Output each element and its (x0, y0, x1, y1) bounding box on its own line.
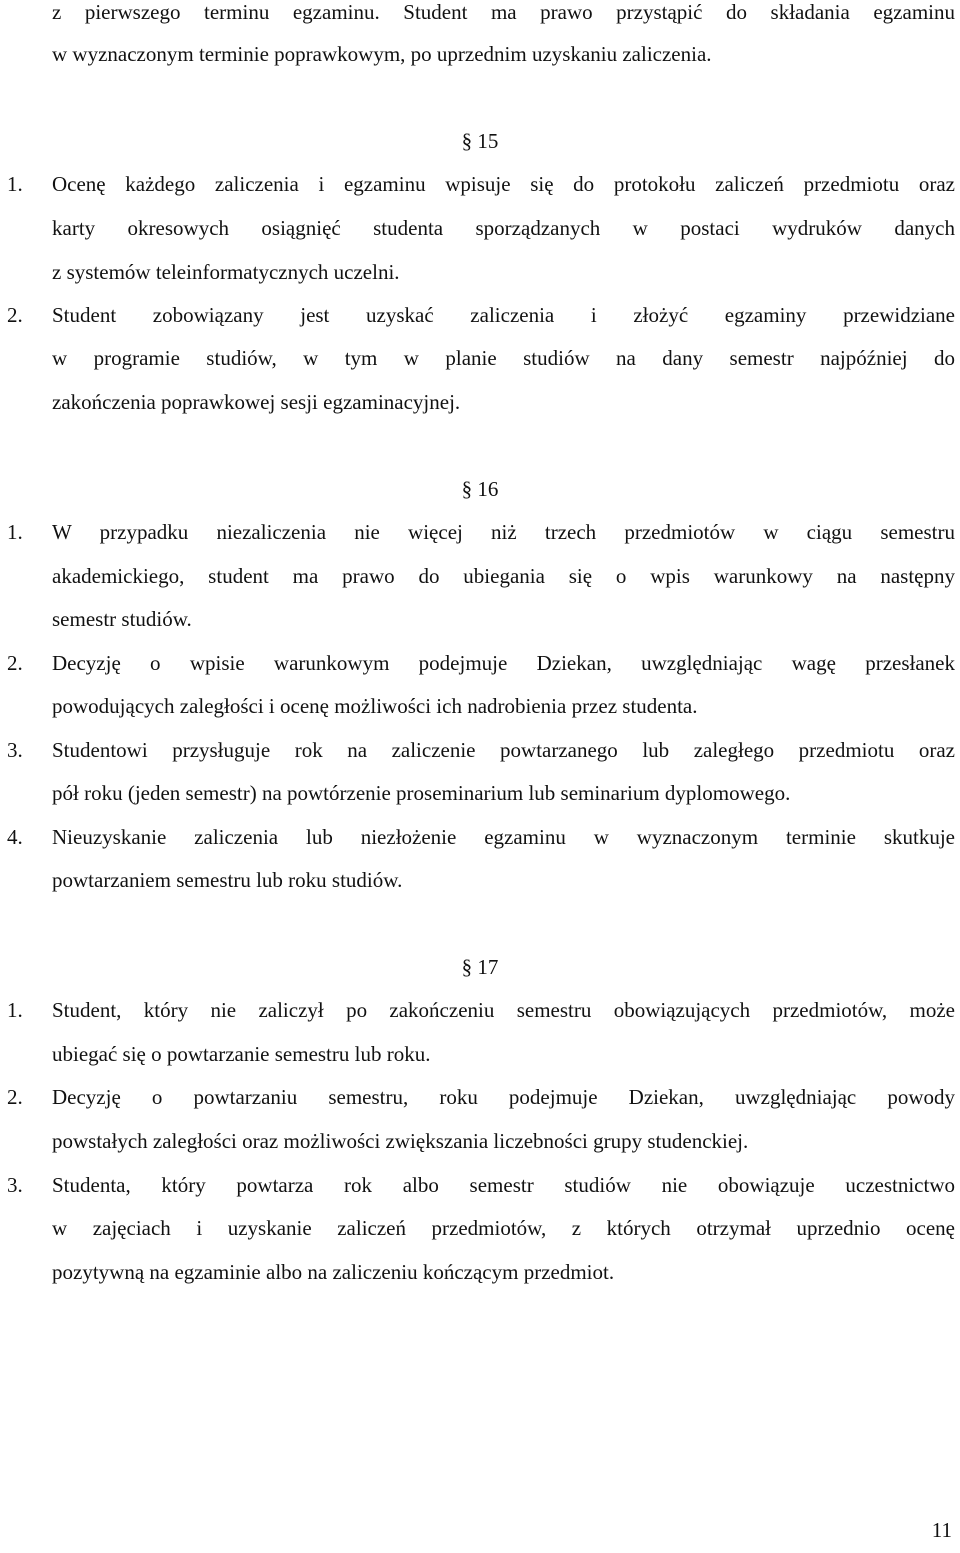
paragraph-line: w zajęciach i uzyskanie zaliczeń przedmiotów, z których otrzymał uprzednio ocenę (52, 1216, 955, 1240)
paragraph-line: Decyzję o powtarzaniu semestru, roku podejmuje Dziekan, uwzględniając powody (52, 1085, 955, 1109)
paragraph-line: Decyzję o wpisie warunkowym podejmuje Dziekan, uwzględniając wagę przesłanek (52, 651, 955, 675)
paragraph-line: pół roku (jeden semestr) na powtórzenie proseminarium lub seminarium dyplomowego. (52, 781, 791, 805)
intro-line-2: w wyznaczonym terminie poprawkowym, po uprzednim uzyskaniu zaliczenia. (52, 42, 712, 66)
paragraph-line: Studentowi przysługuje rok na zaliczenie powtarzanego lub zaległego przedmiotu oraz (52, 738, 955, 762)
paragraph-line: Studenta, który powtarza rok albo semestr studiów nie obowiązuje uczestnictwo (52, 1173, 955, 1197)
paragraph-line: powodujących zaległości i ocenę możliwości ich nadrobienia przez studenta. (52, 694, 698, 718)
list-number: 3. (7, 1173, 23, 1197)
list-number: 1. (7, 520, 23, 544)
paragraph-line: semestr studiów. (52, 607, 192, 631)
list-number: 2. (7, 651, 23, 675)
paragraph-line: ubiegać się o powtarzanie semestru lub roku. (52, 1042, 431, 1066)
paragraph-line: akademickiego, student ma prawo do ubiegania się o wpis warunkowy na następny (52, 564, 955, 588)
section-heading-17: § 17 (461, 955, 499, 979)
list-number: 4. (7, 825, 23, 849)
paragraph-line: Student zobowiązany jest uzyskać zaliczenia i złożyć egzaminy przewidziane (52, 303, 955, 327)
paragraph-line: powtarzaniem semestru lub roku studiów. (52, 868, 403, 892)
paragraph-line: zakończenia poprawkowej sesji egzaminacyjnej. (52, 390, 461, 414)
paragraph-line: pozytywną na egzaminie albo na zaliczeniu kończącym przedmiot. (52, 1260, 615, 1284)
list-number: 2. (7, 1085, 23, 1109)
paragraph-line: W przypadku niezaliczenia nie więcej niż trzech przedmiotów w ciągu semestru (52, 520, 955, 544)
paragraph-line: karty okresowych osiągnięć studenta sporządzanych w postaci wydruków danych (52, 216, 955, 240)
list-number: 3. (7, 738, 23, 762)
paragraph-line: Ocenę każdego zaliczenia i egzaminu wpisuje się do protokołu zaliczeń przedmiotu oraz (52, 172, 955, 196)
list-number: 1. (7, 998, 23, 1022)
list-number: 2. (7, 303, 23, 327)
section-heading-16: § 16 (461, 477, 499, 501)
paragraph-line: Nieuzyskanie zaliczenia lub niezłożenie egzaminu w wyznaczonym terminie skutkuje (52, 825, 955, 849)
list-number: 1. (7, 172, 23, 196)
paragraph-line: powstałych zaległości oraz możliwości zwiększania liczebności grupy studenckiej. (52, 1129, 749, 1153)
paragraph-line: Student, który nie zaliczył po zakończeniu semestru obowiązujących przedmiotów, może (52, 998, 955, 1022)
paragraph-line: z systemów teleinformatycznych uczelni. (52, 260, 400, 284)
intro-line-1: z pierwszego terminu egzaminu. Student ma prawo przystąpić do składania egzaminu (52, 0, 955, 24)
page-number: 11 (931, 1518, 952, 1542)
section-heading-15: § 15 (461, 129, 499, 153)
paragraph-line: w programie studiów, w tym w planie studiów na dany semestr najpóźniej do (52, 346, 955, 370)
